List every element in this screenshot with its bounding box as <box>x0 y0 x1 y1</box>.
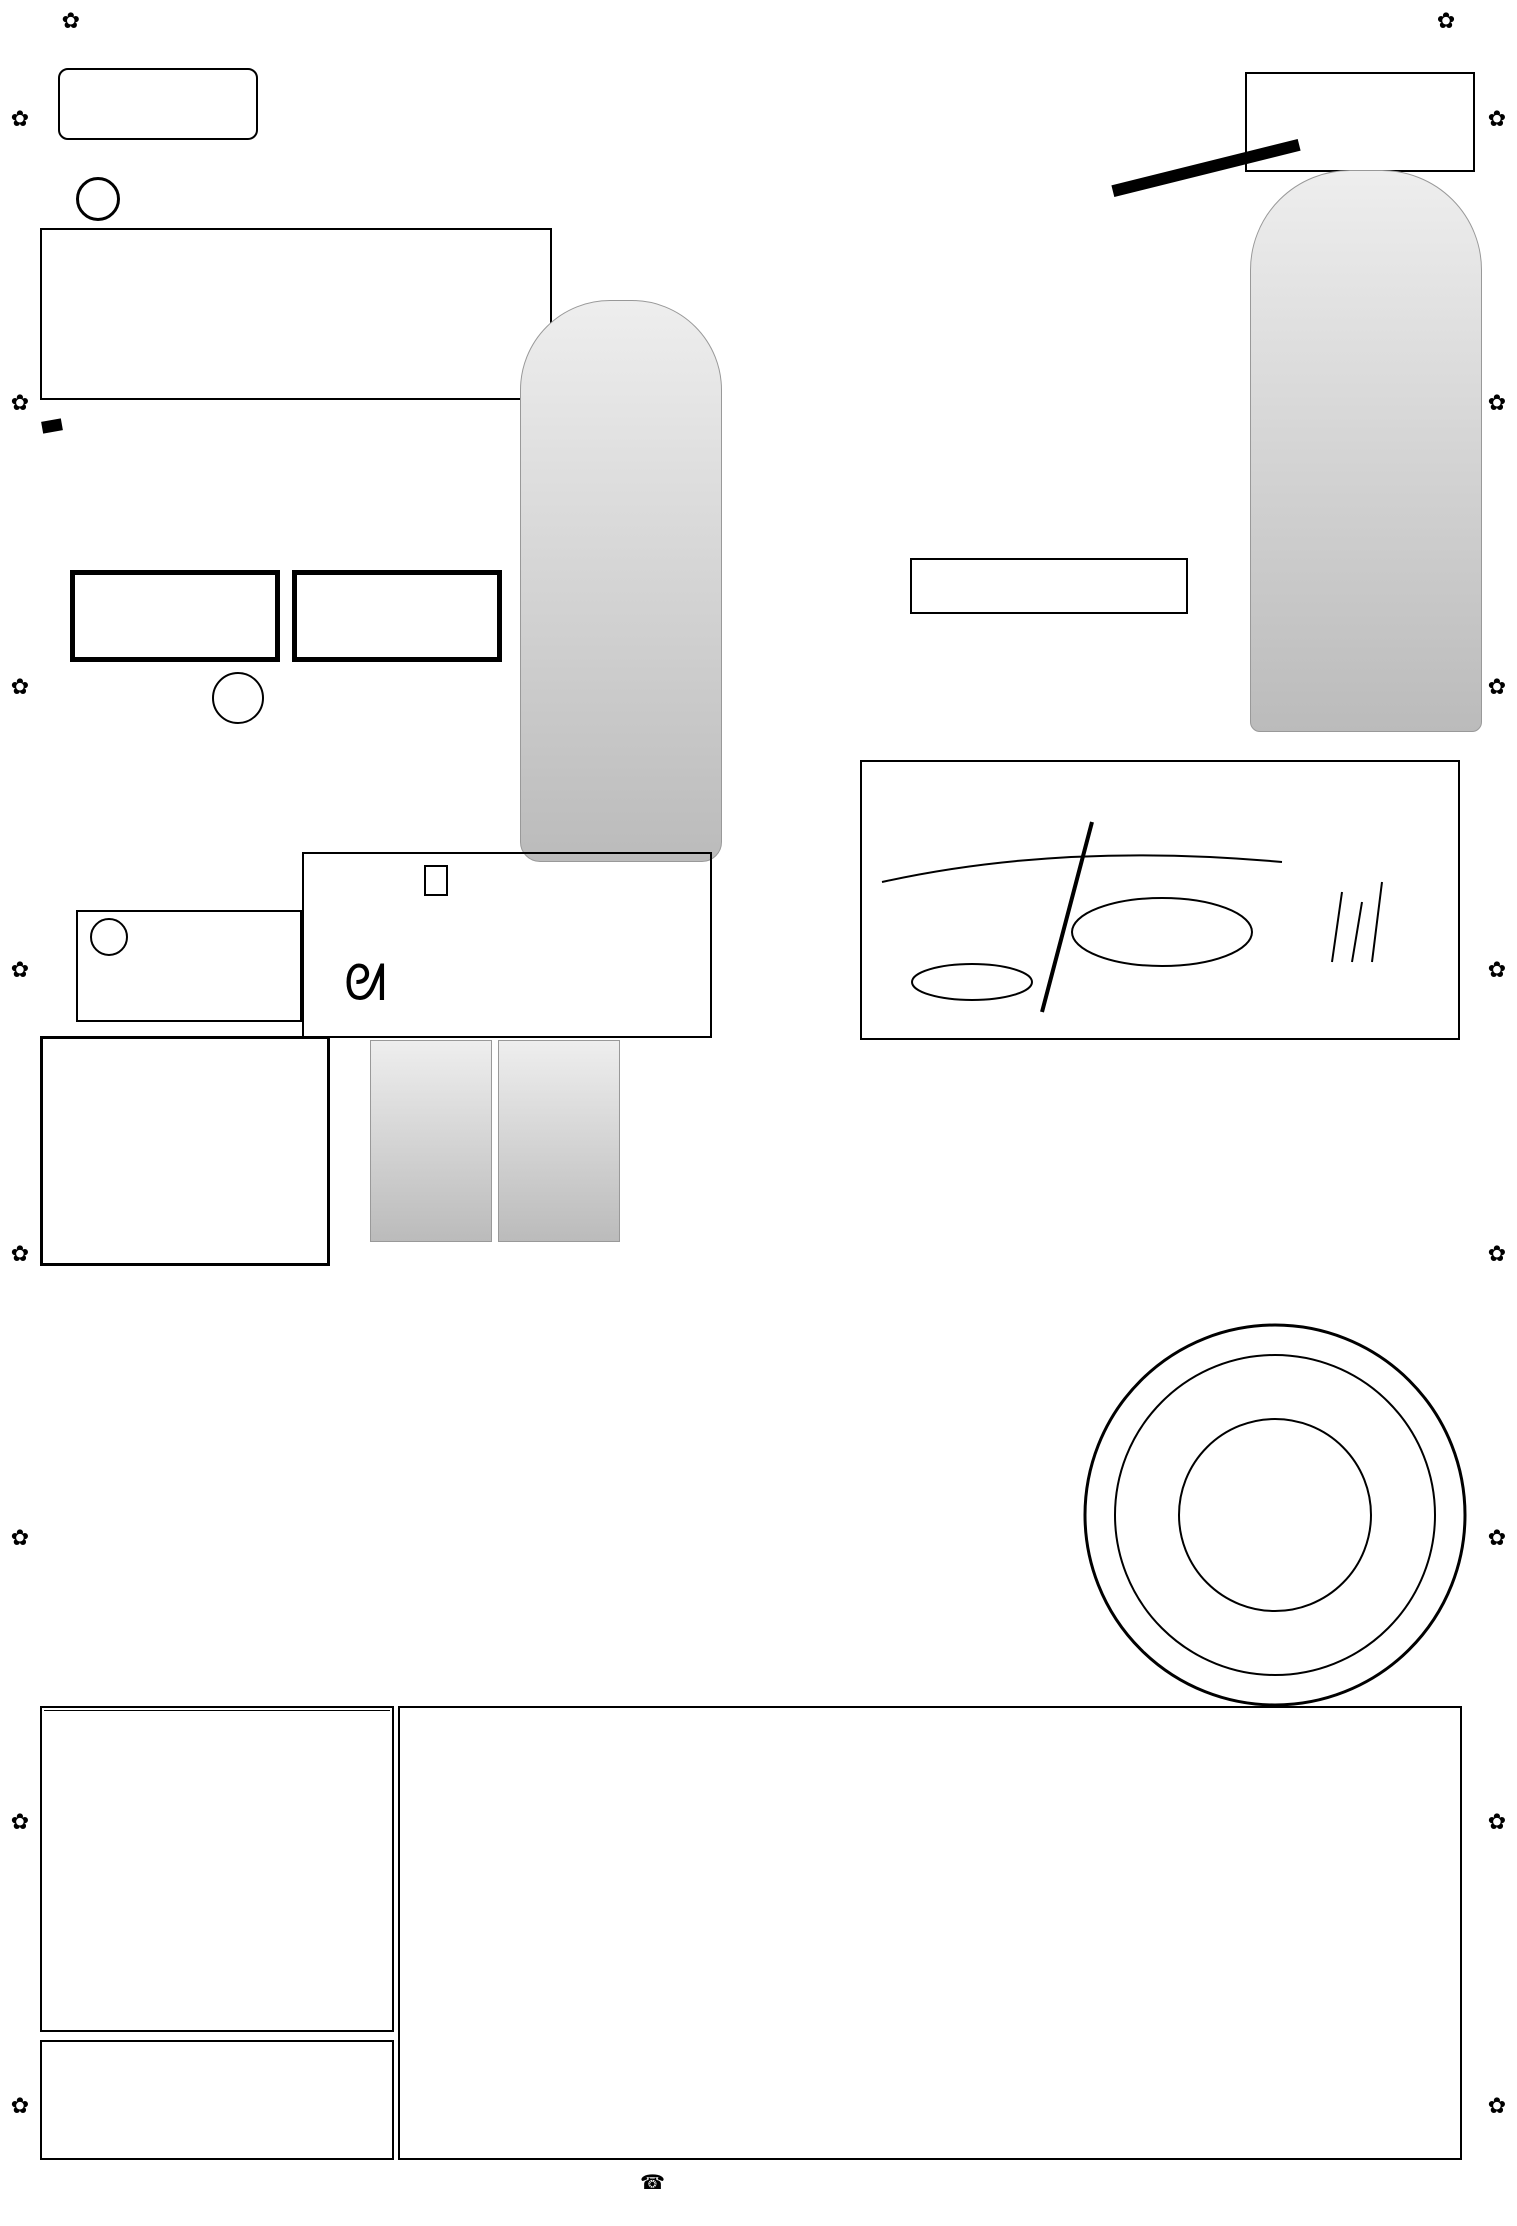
mitu-mima <box>424 865 448 896</box>
zodiac-wheel <box>1080 1320 1470 1710</box>
period-badge <box>41 418 63 433</box>
bull-drawing <box>862 762 1458 1038</box>
gift-block <box>872 262 896 356</box>
flower-icon: ✿ <box>1487 674 1507 700</box>
tarot-card-1 <box>370 1040 492 1242</box>
special-number <box>76 177 120 221</box>
result-line <box>55 176 1105 222</box>
footer-phone <box>640 2170 665 2194</box>
flower-icon: ✿ <box>1487 2094 1507 2120</box>
right-border <box>1477 42 1517 2184</box>
history-header <box>44 1710 390 1711</box>
trend-grid <box>398 1706 1462 2160</box>
poem-box <box>76 910 302 1022</box>
intro-box <box>40 228 552 400</box>
double-number-box <box>292 570 502 662</box>
draw-special <box>212 672 264 724</box>
chuandian-box <box>910 558 1188 614</box>
mitu-box <box>302 852 712 1038</box>
flower-icon: ✿ <box>1436 8 1456 34</box>
flower-icon: ✿ <box>10 106 30 132</box>
flower-icon: ✿ <box>10 958 30 984</box>
history-table-box <box>40 1706 394 2032</box>
left-border <box>0 42 40 2184</box>
copyright-badge <box>1245 72 1475 172</box>
flower-icon: ✿ <box>1487 390 1507 416</box>
tarot-box <box>40 1036 330 1266</box>
flower-icon: ✿ <box>1487 1526 1507 1552</box>
summary-box <box>40 2040 394 2160</box>
flower-icon: ✿ <box>10 2094 30 2120</box>
woman-photo <box>520 300 722 862</box>
model-photo <box>1250 170 1482 732</box>
tarot-card-2 <box>498 1040 620 1242</box>
send-number <box>90 918 128 956</box>
flower-icon: ✿ <box>10 674 30 700</box>
flower-icon: ✿ <box>1487 106 1507 132</box>
big-number-box <box>70 570 280 662</box>
flower-icon: ✿ <box>10 390 30 416</box>
slogan-box <box>58 68 258 140</box>
flower-icon: ✿ <box>61 8 81 34</box>
swan-icon: ᘛ <box>344 954 387 1012</box>
landscape-picture <box>860 760 1460 1040</box>
flower-icon: ✿ <box>1487 1810 1507 1836</box>
flower-icon: ✿ <box>10 1242 30 1268</box>
top-border <box>0 0 1517 42</box>
flower-icon: ✿ <box>1487 958 1507 984</box>
flower-icon: ✿ <box>10 1526 30 1552</box>
phone-icon: ☎ <box>640 2170 665 2194</box>
flower-icon: ✿ <box>10 1810 30 1836</box>
mitu-mima-row <box>424 864 448 894</box>
flower-icon: ✿ <box>1487 1242 1507 1268</box>
